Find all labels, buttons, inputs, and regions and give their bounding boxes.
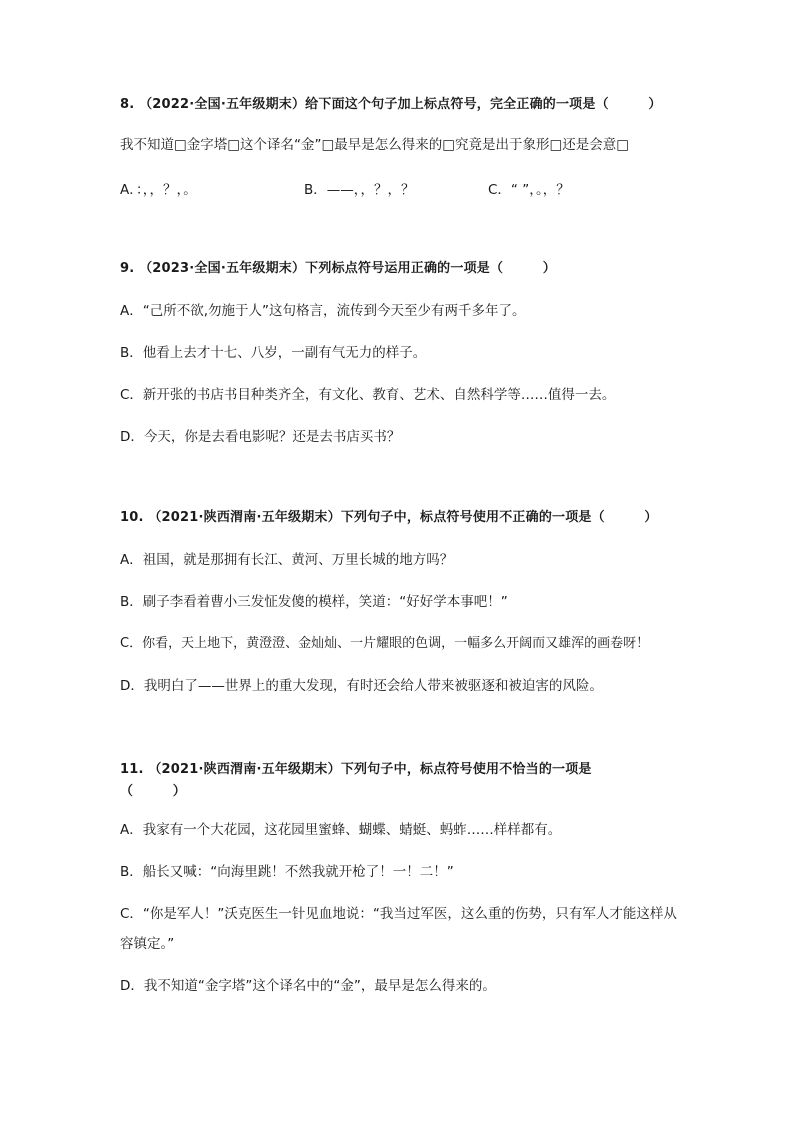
question-10 [120,507,680,697]
question-8-stem: 8. （2022·全国·五年级期末）给下面这个句子加上标点符号，完全正确的一项是（ ） [120,97,662,112]
option-a[interactable]: A．祖国，就是那拥有长江、黄河、万里长城的地方吗？ [120,552,454,568]
option-a[interactable]: A．我家有一个大花园，这花园里蜜蜂、蝴蝶、蜻蜓、蚂蚱……样样都有。 [120,822,562,838]
option-d[interactable]: D．今天，你是去看电影呢？还是去书店买书？ [120,429,401,445]
option-c[interactable]: C．新开张的书店书目种类齐全，有文化、教育、艺术、自然科学等……值得一去。 [120,387,616,403]
option-d[interactable]: D．我明白了——世界上的重大发现，有时还会给人带来被驱逐和被迫害的风险。 [120,678,603,694]
question-10-stem: 10. （2021·陕西渭南·五年级期末）下列句子中，标点符号使用不正确的一项是（ ） [120,510,658,525]
option-c[interactable]: C．“你是军人！”沃克医生一针见血地说：“我当过军医，这么重的伤势，只有军人才能这样从容镇定。” [120,906,677,952]
question-8 [120,94,680,198]
option-b[interactable]: B．刷子李看着曹小三发怔发傻的模样，笑道：“好好学本事吧！” [120,594,508,610]
option-d[interactable]: D．我不知道“金字塔”这个译名中的“金”，最早是怎么得来的。 [120,978,496,994]
question-9-stem: 9. （2023·全国·五年级期末）下列标点符号运用正确的一项是（ ） [120,261,556,276]
question-11-stem: 11. （2021·陕西渭南·五年级期末）下列句子中，标点符号使用不恰当的一项是（ ） [120,762,592,799]
option-b[interactable]: B．他看上去才十七、八岁，一副有气无力的样子。 [120,345,427,361]
option-c[interactable]: C．你看，天上地下，黄澄澄、金灿灿、一片耀眼的色调，一幅多么开阔而又雄浑的画卷呀！ [120,636,650,651]
question-11 [120,759,680,997]
option-a[interactable]: A．：，，？，。 [120,182,197,198]
option-c[interactable]: C．“ ”，。，？ [488,182,570,198]
question-8-options [120,178,680,198]
question-8-sentence: 我不知道□金字塔□这个译名“金”□最早是怎么得来的□究竟是出于象形□还是会意□ [120,137,630,153]
option-b[interactable]: B．——，，？，？ [304,182,415,198]
option-a[interactable]: A．“己所不欲,勿施于人”这句格言，流传到今天至少有两千多年了。 [120,303,526,319]
question-9 [120,258,680,448]
option-b[interactable]: B．船长又喊：“向海里跳！不然我就开枪了！一！二！” [120,864,454,880]
